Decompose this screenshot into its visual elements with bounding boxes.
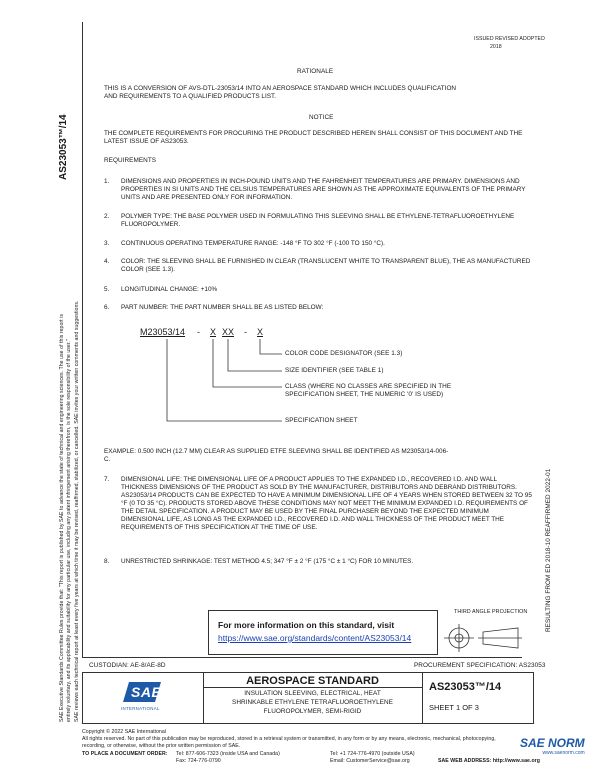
footer-rights: All rights reserved. No part of this publication may be reproduced, stored in a retrieval system or transmitted, in any form or by any means, electronic, mechanical, photocopying,	[82, 736, 496, 742]
info-box-link[interactable]: https://www.sae.org/standards/content/AS23053/14	[218, 633, 412, 643]
requirement-text: PART NUMBER: THE PART NUMBER SHALL BE AS LISTED BELOW:	[121, 304, 324, 311]
part-sep-1: -	[197, 327, 200, 337]
requirement-number: 2.	[104, 213, 110, 220]
side-notice-2: entirely voluntary, and its applicability and suitability for any particular use, including any patent infringement arising therefrom, is the sole responsibility of the user."	[66, 339, 72, 722]
side-notice-1: SAE Executive Standards Committee Rules provide that: "This report is published by SAE to advance the state of technical and engineering sciences. The use of this report is	[59, 314, 65, 722]
title-block-divider-2	[422, 673, 423, 723]
title-line2: SHRINKABLE ETHYLENE TETRAFLUOROETHYLENE	[232, 699, 393, 706]
footer-rights2: recording, or otherwise, without the prior written permission of SAE.	[82, 743, 241, 749]
title-line3: FLUOROPOLYMER, SEMI-RIGID	[263, 708, 362, 715]
requirement-number: 8.	[104, 558, 110, 565]
requirement-number: 6.	[104, 304, 110, 311]
title-doc-number: AS23053™/14	[429, 681, 502, 693]
right-side-text: RESULTING FROM ED 2018-10 REAFFIRMED 2022-01	[545, 468, 552, 632]
part-sep-2: -	[244, 327, 247, 337]
label-class-line2: SPECIFICATION SHEET, THE NUMERIC '0' IS USED)	[285, 391, 444, 398]
title-heading: AEROSPACE STANDARD	[246, 675, 379, 687]
requirement-number: 5.	[104, 286, 110, 293]
title-sheet: SHEET 1 OF 3	[429, 703, 479, 712]
procurement-text: PROCUREMENT SPECIFICATION: AS23053	[414, 662, 546, 669]
title-line1: INSULATION SLEEVING, ELECTRICAL, HEAT	[244, 690, 381, 697]
part-base: M23053/14	[140, 327, 186, 337]
requirement-number: 4.	[104, 258, 110, 265]
label-spec-sheet: SPECIFICATION SHEET	[285, 417, 358, 424]
requirements-heading: REQUIREMENTS	[104, 157, 157, 164]
side-notice-3: SAE reviews each technical report at least every five years at which time it may be revised, reaffirmed, stabilized, or cancelled. SAE invites your written comments and suggestions.	[74, 300, 80, 722]
footer-email: Email: CustomerService@sae.org	[330, 758, 410, 764]
watermark	[520, 736, 585, 756]
sae-logo-text: SAE	[131, 684, 162, 700]
requirement-text: DIMENSIONS AND PROPERTIES IN INCH-POUND UNITS AND THE FAHRENHEIT TEMPERATURES ARE PRIMARY. DIMENSIONS AND PROPERTIES IN SI UNITS AND THE CELSIUS TEMPERATURES ARE SHOWN AS THE APPROXIMATE EQUIVALENTS OF THE PRIMARY UNITS AND ARE PRESENTED ONLY FOR INFORMATION.	[121, 178, 526, 201]
label-color-code: COLOR CODE DESIGNATOR (SEE 1.3)	[285, 350, 403, 357]
issued-label: ISSUED REVISED ADOPTED	[474, 36, 545, 42]
requirement-number: 7.	[104, 476, 110, 483]
title-block	[82, 672, 534, 724]
footer-tel: Tel: 877-606-7323 (inside USA and Canada)	[176, 751, 280, 757]
side-doc-number: AS23053™/14	[58, 114, 69, 180]
footer-copyright: Copyright © 2022 SAE International	[82, 729, 166, 735]
footer-fax: Fax: 724-776-0790	[176, 758, 221, 764]
footer-tel2: Tel: +1 724-776-4970 (outside USA)	[330, 751, 415, 757]
sae-logo-sub: INTERNATIONAL	[121, 706, 160, 711]
requirement-text: UNRESTRICTED SHRINKAGE: TEST METHOD 4.5; 347 °F ± 2 °F (175 °C ± 1 °C) FOR 10 MINUTES.	[121, 558, 414, 565]
issued-date: 2018	[490, 44, 502, 50]
footer-web: SAE WEB ADDRESS: http://www.sae.org	[438, 758, 540, 764]
rationale-heading: RATIONALE	[297, 68, 334, 75]
part-color: X	[257, 327, 264, 337]
example-text: EXAMPLE: 0.500 INCH (12.7 MM) CLEAR AS SUPPLIED ETFE SLEEVING SHALL BE IDENTIFIED AS M23053/14-006-C.	[104, 448, 449, 463]
projection-label: THIRD ANGLE PROJECTION	[454, 609, 528, 615]
footer-order-label: TO PLACE A DOCUMENT ORDER:	[82, 751, 168, 757]
requirement-number: 3.	[104, 240, 110, 247]
info-box-line1: For more information on this standard, visit	[218, 620, 395, 630]
label-size-identifier: SIZE IDENTIFIER (SEE TABLE 1)	[285, 367, 384, 374]
label-class-line1: CLASS (WHERE NO CLASSES ARE SPECIFIED IN THE	[285, 383, 452, 390]
requirement-text: DIMENSIONAL LIFE: THE DIMENSIONAL LIFE OF A PRODUCT APPLIES TO THE EXPANDED I.D., RECOVERED I.D. AND WALL THICKNESS DIMENSIONS OF THE PRODUCT AS SOLD BY THE MANUFACTURER, DISTRIBUTORS AND DEBRAND DISTRIBUTORS. AS23053/14 PRODUCTS CAN BE EXPECTED TO HAVE A MINIMUM DIMENSIONAL LIFE OF 4 YEARS WHEN STORED BETWEEN 32 TO 95 °F (0 TO 35 °C). PRODUCTS STORED ABOVE THESE CONDITIONS MAY NOT MEET THE MINIMUM EXPANDED I.D. REQUIREMENTS OF THE DETAIL SPECIFICATION. A PRODUCT MAY BE USED BY THE FINAL PURCHASER BEYOND THE EXPECTED MINIMUM DIMENSIONAL LIFE, AS LONG AS THE EXPANDED I.D., RECOVERED I.D. AND WALL THICKNESS OF THE PRODUCT MEET THE REQUIREMENTS OF THIS SPECIFICATION AT THE TIME OF USE.	[121, 476, 532, 531]
title-block-heading-line	[203, 687, 422, 688]
watermark-sub: www.saenorm.com	[542, 750, 585, 756]
watermark-text: SAE NORM	[520, 736, 585, 750]
part-size: XX	[222, 327, 235, 337]
custodian-text: CUSTODIAN: AE-8/AE-8D	[89, 662, 166, 669]
requirement-number: 1.	[104, 178, 110, 185]
requirement-text: CONTINUOUS OPERATING TEMPERATURE RANGE: -148 °F TO 302 °F (-100 TO 150 °C).	[121, 240, 385, 247]
rationale-text: THIS IS A CONVERSION OF AVS-DTL-23053/14 INTO AN AEROSPACE STANDARD WHICH INCLUDES QUALIFICATION AND REQUIREMENTS TO A QUALIFIED PRODUCTS LIST.	[104, 85, 457, 100]
third-angle-projection-symbol	[438, 620, 524, 656]
notice-heading: NOTICE	[309, 114, 334, 121]
sae-logo	[119, 680, 165, 714]
requirement-text: LONGITUDINAL CHANGE: +10%	[121, 286, 218, 293]
notice-text: THE COMPLETE REQUIREMENTS FOR PROCURING THE PRODUCT DESCRIBED HEREIN SHALL CONSIST OF THIS DOCUMENT AND THE LATEST ISSUE OF AS23053.	[104, 130, 523, 145]
part-class: X	[210, 327, 217, 337]
requirement-text: COLOR: THE SLEEVING SHALL BE FURNISHED IN CLEAR (TRANSLUCENT WHITE TO TRANSPARENT BLUE), THE AS MANUFACTURED COLOR (SEE 1.3).	[121, 258, 531, 273]
info-box	[208, 610, 438, 655]
requirement-text: POLYMER TYPE: THE BASE POLYMER USED IN FORMULATING THIS SLEEVING SHALL BE ETHYLENE-TETRAFLUOROETHYLENE FLUOROPOLYMER.	[121, 213, 515, 228]
